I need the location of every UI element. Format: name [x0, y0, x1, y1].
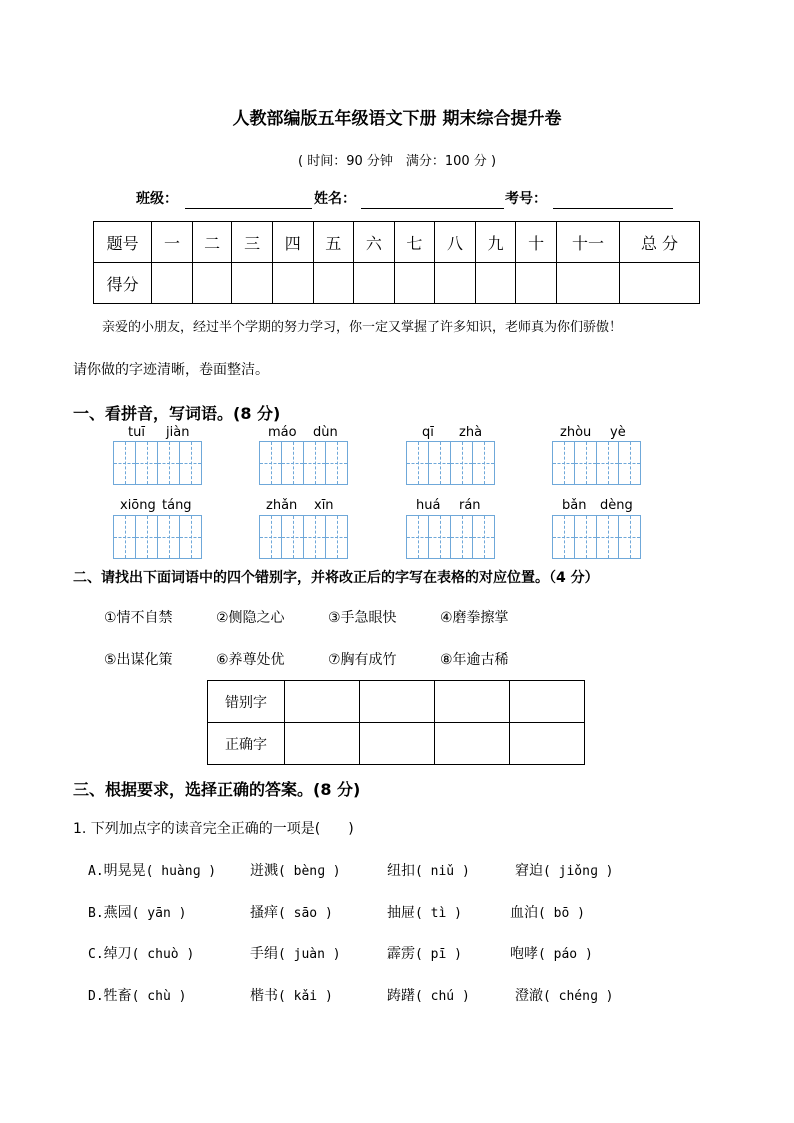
score-cell[interactable]: [556, 263, 619, 304]
section2-heading: 二、请找出下面词语中的四个错别字，并将改正后的字写在表格的对应位置。（4 分）: [73, 570, 599, 586]
option-word: 燕园: [103, 905, 132, 921]
word-item: ⑥养尊处优: [216, 652, 285, 668]
word-item: ⑧年逾古稀: [440, 652, 509, 668]
option-word: 明晃晃: [103, 863, 146, 879]
option-word: 窘迫: [515, 863, 543, 879]
option-row-a[interactable]: [88, 860, 216, 880]
wrong-char-label: 错别字: [208, 681, 285, 723]
score-col-9: 九: [475, 222, 516, 263]
pinyin: yè: [610, 425, 626, 440]
answer-cell[interactable]: [510, 723, 585, 765]
pinyin: qī: [422, 425, 434, 440]
pinyin: xīn: [314, 498, 334, 513]
score-col-6: 六: [354, 222, 395, 263]
score-col-5: 五: [313, 222, 354, 263]
option-pinyin: ( chénɡ ): [543, 989, 614, 1004]
option-letter: D.: [88, 989, 104, 1004]
pinyin: dèng: [600, 498, 633, 513]
tianzige-grid[interactable]: [113, 441, 202, 485]
word-item: ⑦胸有成竹: [328, 652, 397, 668]
id-field[interactable]: [553, 208, 673, 209]
answer-cell[interactable]: [360, 723, 435, 765]
option-pinyin: ( kǎi ): [278, 989, 333, 1004]
pinyin: zhǎn: [266, 498, 298, 513]
option-pinyin: ( huànɡ ): [145, 864, 217, 879]
score-cell[interactable]: [394, 263, 435, 304]
option-pinyin: ( juàn ): [278, 947, 341, 962]
section3-heading: 三、根据要求，选择正确的答案。(8 分): [73, 780, 361, 799]
option-word: 澄澈: [515, 988, 543, 1004]
option-word: 血泊: [510, 905, 538, 921]
option-pinyin: ( jiǒnɡ ): [543, 864, 614, 879]
score-row-label: 题号: [94, 222, 152, 263]
option-cell: [387, 943, 462, 963]
pinyin: dùn: [313, 425, 338, 440]
class-field[interactable]: [185, 208, 312, 209]
pinyin: táng: [162, 498, 192, 513]
option-pinyin: ( chuò ): [131, 947, 195, 962]
pinyin: jiàn: [166, 425, 190, 440]
score-cell[interactable]: [620, 263, 700, 304]
score-col-total: 总 分: [620, 222, 700, 263]
option-word: 霹雳: [387, 946, 415, 962]
option-pinyin: ( pī ): [415, 947, 462, 962]
wrong-char-row: [208, 681, 585, 723]
option-pinyin: ( tì ): [415, 906, 462, 921]
option-word: 手绢: [250, 946, 278, 962]
pinyin: tuī: [128, 425, 145, 440]
option-word: 楷书: [250, 988, 278, 1004]
name-label: 姓名：: [314, 191, 356, 207]
option-cell: [387, 985, 470, 1005]
score-cell[interactable]: [272, 263, 313, 304]
option-pinyin: ( niǔ ): [415, 864, 470, 879]
pinyin: máo: [268, 425, 297, 440]
option-row-c[interactable]: [88, 943, 194, 963]
option-pinyin: ( sāo ): [278, 906, 333, 921]
pinyin: rán: [459, 498, 481, 513]
option-pinyin: ( chú ): [415, 989, 470, 1004]
option-row-d[interactable]: [88, 985, 186, 1005]
option-row-b[interactable]: [88, 902, 186, 922]
correct-char-row: [208, 723, 585, 765]
option-pinyin: ( chù ): [131, 989, 187, 1004]
score-cell[interactable]: [516, 263, 557, 304]
answer-cell[interactable]: [285, 681, 360, 723]
answer-cell[interactable]: [285, 723, 360, 765]
option-cell: [510, 902, 585, 922]
tianzige-grid[interactable]: [406, 441, 495, 485]
option-cell: [515, 860, 613, 880]
score-col-8: 八: [435, 222, 476, 263]
pinyin: bǎn: [562, 498, 587, 513]
option-cell: [250, 985, 333, 1005]
tianzige-grid[interactable]: [259, 515, 348, 559]
tianzige-grid[interactable]: [113, 515, 202, 559]
answer-cell[interactable]: [435, 723, 510, 765]
score-col-11: 十一: [556, 222, 619, 263]
score-col-3: 三: [232, 222, 273, 263]
word-item: ④磨拳擦掌: [440, 610, 509, 626]
section1-heading: 一、看拼音，写词语。(8 分): [73, 404, 281, 423]
option-letter: C.: [88, 947, 104, 962]
score-cell[interactable]: [152, 263, 193, 304]
option-cell: [250, 902, 333, 922]
score-cell[interactable]: [475, 263, 516, 304]
score-col-1: 一: [152, 222, 193, 263]
answer-cell[interactable]: [510, 681, 585, 723]
score-cell[interactable]: [354, 263, 395, 304]
pinyin: zhà: [459, 425, 483, 440]
page-title: 人教部编版五年级语文下册 期末综合提升卷: [232, 109, 562, 129]
option-word: 牲畜: [103, 988, 132, 1004]
option-word: 搔痒: [250, 905, 278, 921]
answer-cell[interactable]: [360, 681, 435, 723]
word-item: ①情不自禁: [104, 610, 173, 626]
exam-time-score: ( 时间：90 分钟 满分：100 分 ): [297, 154, 497, 169]
option-word: 踌躇: [387, 988, 415, 1004]
option-cell: [387, 860, 470, 880]
option-pinyin: ( páo ): [538, 947, 593, 962]
id-label: 考号：: [505, 191, 547, 207]
score-table-score-row: [94, 263, 700, 304]
word-item: ③手急眼快: [328, 610, 397, 626]
option-cell: [387, 902, 462, 922]
score-row-label: 得分: [94, 263, 152, 304]
tianzige-grid[interactable]: [552, 515, 641, 559]
score-cell[interactable]: [192, 263, 232, 304]
score-cell[interactable]: [435, 263, 476, 304]
score-col-4: 四: [272, 222, 313, 263]
intro-line-2: 请你做的字迹清晰，卷面整洁。: [73, 362, 269, 378]
option-pinyin: ( bènɡ ): [278, 864, 341, 879]
option-word: 迸溅: [250, 863, 278, 879]
class-label: 班级：: [136, 191, 178, 207]
option-cell: [515, 985, 613, 1005]
score-col-2: 二: [192, 222, 232, 263]
word-item: ⑤出谋化策: [104, 652, 173, 668]
tianzige-grid[interactable]: [406, 515, 495, 559]
pinyin: zhòu: [560, 425, 592, 440]
score-cell[interactable]: [232, 263, 273, 304]
option-pinyin: ( yān ): [131, 906, 187, 921]
option-word: 绰刀: [103, 946, 132, 962]
tianzige-grid[interactable]: [552, 441, 641, 485]
option-word: 纽扣: [387, 863, 415, 879]
option-letter: B.: [88, 906, 104, 921]
name-field[interactable]: [361, 208, 504, 209]
correction-table: [207, 680, 585, 765]
option-cell: [250, 943, 341, 963]
option-letter: A.: [88, 864, 104, 879]
score-table: [93, 221, 700, 304]
option-word: 咆哮: [510, 946, 538, 962]
score-cell[interactable]: [313, 263, 354, 304]
score-col-7: 七: [394, 222, 435, 263]
pinyin: huá: [416, 498, 441, 513]
answer-cell[interactable]: [435, 681, 510, 723]
option-cell: [510, 943, 593, 963]
intro-line-1: 亲爱的小朋友，经过半个学期的努力学习，你一定又掌握了许多知识，老师真为你们骄傲！: [102, 320, 623, 335]
word-item: ②侧隐之心: [216, 610, 285, 626]
pinyin: xiōng: [120, 498, 156, 513]
option-pinyin: ( bō ): [538, 906, 585, 921]
tianzige-grid[interactable]: [259, 441, 348, 485]
question-1: 1. 下列加点字的读音完全正确的一项是( ): [73, 821, 354, 837]
score-col-10: 十: [516, 222, 557, 263]
option-word: 抽屉: [387, 905, 415, 921]
option-cell: [250, 860, 341, 880]
score-table-header-row: [94, 222, 700, 263]
correct-char-label: 正确字: [208, 723, 285, 765]
